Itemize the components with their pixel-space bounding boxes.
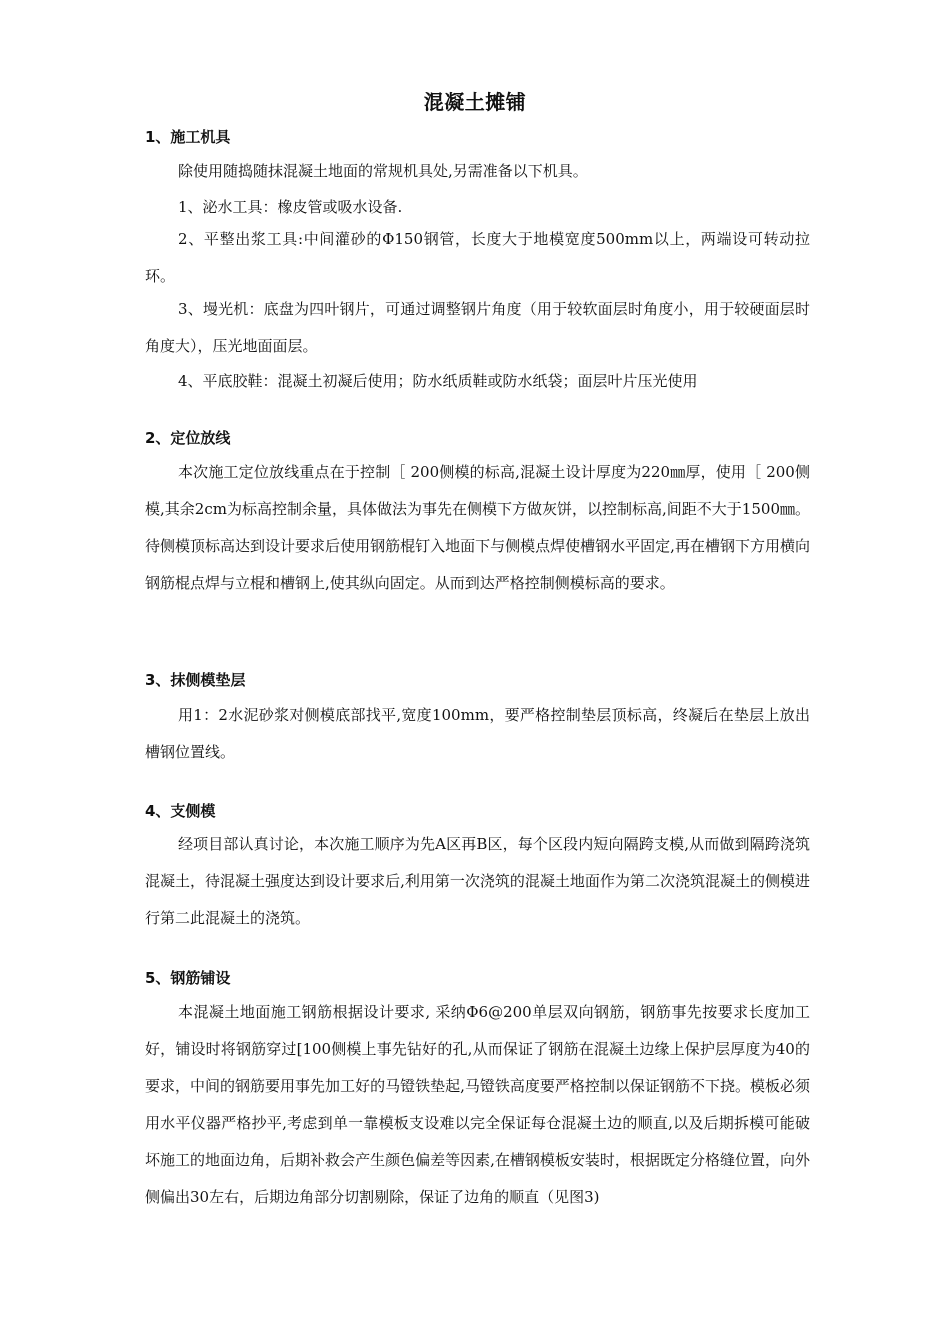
document-title: 混凝土摊铺 [423, 90, 527, 114]
tools-item-4: 4、平底胶鞋：混凝土初凝后使用；防水纸质鞋或防水纸袋；面层叶片压光使用 [178, 372, 698, 390]
tools-item-1: 1、泌水工具：橡皮管或吸水设备. [178, 198, 403, 216]
positioning-body: 本次施工定位放线重点在于控制［ 200侧模的标高,混凝土设计厚度为220㎜厚，使用［ 200侧模,其余2cm为标高控制余量，具体做法为事先在侧模下方做灰饼，以控制标高,间距不大于1500㎜。待侧模顶标高达到设计要求后使用钢筋棍钉入地面下与侧模点焊使槽钢水平固定,再在槽钢下方用横向钢筋棍点焊与立棍和槽钢上,使其纵向固定。从而到达严格控制侧模标高的要求。 [145, 463, 810, 592]
tools-intro: 除使用随捣随抹混凝土地面的常规机具处,另需准备以下机具。 [178, 162, 588, 180]
section-heading-rebar: 5、钢筋铺设 [145, 969, 231, 987]
side-formwork-body: 经项目部认真讨论，本次施工顺序为先A区再B区，每个区段内短向隔跨支模,从而做到隔跨浇筑混凝土，待混凝土强度达到设计要求后,利用第一次浇筑的混凝土地面作为第二次浇筑混凝土的侧模进行第二此混凝土的浇筑。 [145, 835, 810, 927]
section-heading-cushion: 3、抹侧模垫层 [145, 671, 246, 689]
tools-item-2: 2、平整出浆工具:中间灌砂的Φ150钢管，长度大于地模宽度500mm以上，两端设可转动拉环。 [145, 230, 810, 285]
tools-item-3: 3、墁光机：底盘为四叶钢片，可通过调整钢片角度（用于较软面层时角度小，用于较硬面层时角度大），压光地面面层。 [145, 300, 810, 355]
cushion-body: 用1：2水泥砂浆对侧模底部找平,宽度100mm，要严格控制垫层顶标高，终凝后在垫层上放出槽钢位置线。 [145, 706, 810, 761]
rebar-body: 本混凝土地面施工钢筋根据设计要求, 采纳Φ6@200单层双向钢筋，钢筋事先按要求长度加工好，铺设时将钢筋穿过[100侧模上事先钻好的孔,从而保证了钢筋在混凝土边缘上保护层厚度为40的要求，中间的钢筋要用事先加工好的马镫铁垫起,马镫铁高度要严格控制以保证钢筋不下挠。模板必须用水平仪器严格抄平,考虑到单一靠模板支设难以完全保证每仓混凝土边的顺直,以及后期拆模可能破坏施工的地面边角，后期补救会产生颜色偏差等因素,在槽钢模板安装时，根据既定分格缝位置，向外侧偏出30左右，后期边角部分切割剔除，保证了边角的顺直（见图3) [145, 1003, 810, 1206]
section-heading-tools: 1、施工机具 [145, 128, 231, 146]
section-heading-side-formwork: 4、支侧模 [145, 802, 216, 820]
section-heading-positioning: 2、定位放线 [145, 429, 231, 447]
